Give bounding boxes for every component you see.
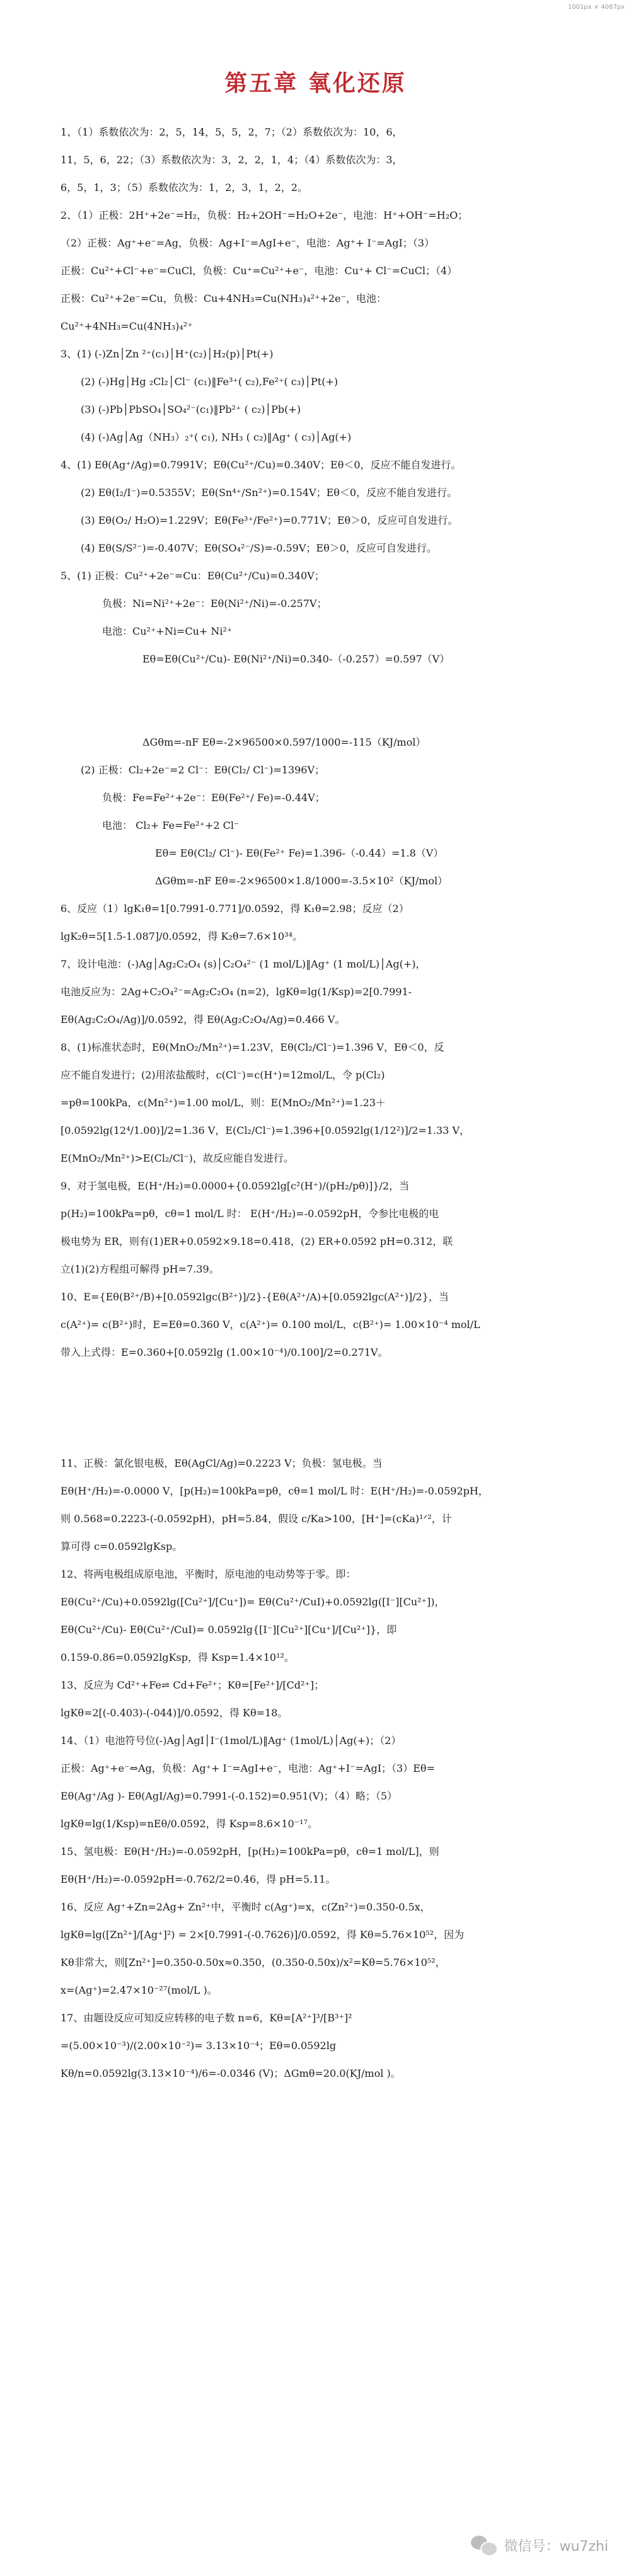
text-line: 3、(1) (-)Zn│Zn ²⁺(c₁)│H⁺(c₂)│H₂(p)│Pt(+)	[61, 348, 274, 360]
text-line: 12、将两电极组成原电池，平衡时，原电池的电动势等于零。即：	[61, 1568, 356, 1580]
text-line: Kθ非常大，则[Zn²⁺]=0.350-0.50x≈0.350，(0.350-0.50x)/x²=Kθ=5.76×10⁵²，	[61, 1956, 446, 1968]
text-line: lgKθ=lg(1/Ksp)=nEθ/0.0592，得 Ksp=8.6×10⁻¹⁷。	[61, 1818, 318, 1830]
text-line: 负极：Ni=Ni²⁺+2e⁻：Eθ(Ni²⁺/Ni)=-0.257V；	[102, 598, 327, 609]
text-line: 2、（1）正极：2H⁺+2e⁻=H₂，负极：H₂+2OH⁻=H₂O+2e⁻，电池：H⁺+OH⁻=H₂O；	[61, 209, 468, 221]
text-line: Eθ(Ag₂C₂O₄/Ag)]/0.0592，得 Eθ(Ag₂C₂O₄/Ag)=0.466 V。	[61, 1014, 345, 1025]
text-line: 14、（1）电池符号位(-)Ag│AgI│I⁻(1mol/L)‖Ag⁺ (1mol/L)│Ag(+)；（2）	[61, 1735, 402, 1747]
text-line: (2) (-)Hg│Hg ₂Cl₂│Cl⁻ (c₁)‖Fe³⁺( c₂),Fe²⁺( c₃)│Pt(+)	[81, 376, 339, 388]
chapter-title: 第五章 氧化还原	[224, 70, 407, 96]
text-line: 6、反应（1）lgK₁θ=1[0.7991-0.771]/0.0592，得 K₁θ=2.98；反应（2）	[61, 903, 409, 915]
blank-gap	[61, 1366, 577, 1450]
text-line: Eθ=Eθ(Cu²⁺/Cu)- Eθ(Ni²⁺/Ni)=0.340-（-0.257）=0.597（V）	[142, 653, 450, 665]
text-line: 1、（1）系数依次为：2，5，14，5，5，2，7；（2）系数依次为：10，6，	[61, 126, 403, 138]
text-line: 11、正极：氯化银电极，Eθ(AgCl/Ag)=0.2223 V；负极：氢电极。当	[61, 1457, 383, 1469]
text-line: 极电势为 ER，则有(1)ER+0.0592×9.18=0.418，(2) ER+0.0592 pH=0.312，联	[61, 1235, 453, 1247]
text-line: E(MnO₂/Mn²⁺)>E(Cl₂/Cl⁻)，故反应能自发进行。	[61, 1152, 294, 1164]
text-line: 11，5，6，22；（3）系数依次为：3，2，2，1，4；（4）系数依次为：3，	[61, 154, 403, 166]
text-line: p(H₂)=100kPa=pθ，cθ=1 mol/L 时： E(H⁺/H₂)=-0.0592pH，令参比电极的电	[61, 1208, 439, 1220]
document-body	[61, 118, 577, 2088]
text-line: (3) (-)Pb│PbSO₄│SO₄²⁻(c₁)‖Pb²⁺ ( c₂)│Pb(+)	[81, 403, 301, 415]
text-line: (2) Eθ(I₂/I⁻)=0.5355V；Eθ(Sn⁴⁺/Sn²⁺)=0.154V；Eθ＜0，反应不能自发进行。	[81, 487, 458, 499]
text-line: ΔGθm=-nF Eθ=-2×96500×1.8/1000=-3.5×10²（KJ/mol）	[155, 875, 448, 887]
text-line: 17、由题设反应可知反应转移的电子数 n=6，Kθ=[A²⁺]³/[B³⁺]²	[61, 2012, 352, 2024]
text-line: 算可得 c=0.0592lgKsp。	[61, 1540, 183, 1552]
page-size-label: 1001px × 4087px	[567, 4, 625, 11]
watermark-text: 微信号：wu7zhi	[504, 2538, 608, 2555]
text-line: 电池：Cu²⁺+Ni=Cu+ Ni²⁺	[102, 625, 233, 637]
text-line: 则 0.568=0.2223-(-0.0592pH)，pH=5.84，假设 c/Ka>100，[H⁺]=(cKa)¹ᐟ²，计	[61, 1513, 452, 1525]
text-line: 应不能自发进行；(2)用浓盐酸时，c(Cl⁻)=c(H⁺)=12mol/L，令 p(Cl₂)	[61, 1069, 385, 1081]
text-line: 负极：Fe=Fe²⁺+2e⁻：Eθ(Fe²⁺/ Fe)=-0.44V；	[102, 792, 325, 804]
text-line: 9、对于氢电极，E(H⁺/H₂)=0.0000+{0.0592lg[c²(H⁺)/(pH₂/pθ)]}/2，当	[61, 1180, 410, 1192]
text-line: 15、氢电极：Eθ(H⁺/H₂)=-0.0592pH，[p(H₂)=100kPa=pθ，cθ=1 mol/L]，则	[61, 1845, 439, 1857]
text-line: lgKθ=lg([Zn²⁺]/[Ag⁺]²) = 2×[0.7991-(-0.7626)]/0.0592，得 Kθ=5.76×10⁵²，因为	[61, 1929, 465, 1941]
text-line: x=(Ag⁺)=2.47×10⁻²⁷(mol/L )。	[61, 1984, 217, 1996]
text-line: Eθ(H⁺/H₂)=-0.0592pH=-0.762/2=0.46，得 pH=5.11。	[61, 1873, 336, 1885]
text-line: Kθ/n=0.0592lg(3.13×10⁻⁴)/6=-0.0346 (V)；ΔGmθ=20.0(KJ/mol )。	[61, 2067, 401, 2079]
text-line: (3) Eθ(O₂/ H₂O)=1.229V；Eθ(Fe³⁺/Fe²⁺)=0.771V；Eθ＞0，反应可自发进行。	[81, 514, 458, 526]
text-line: 10、E={Eθ(B²⁺/B)+[0.0592lgc(B²⁺)]/2}-{Eθ(A²⁺/A)+[0.0592lgc(A²⁺)]/2}，当	[61, 1291, 449, 1303]
text-line: (4) (-)Ag│Ag（NH₃）₂⁺( c₁), NH₃ ( c₂)‖Ag⁺ ( c₃)│Ag(+)	[81, 431, 352, 443]
text-line: 4、(1) Eθ(Ag⁺/Ag)=0.7991V；Eθ(Cu²⁺/Cu)=0.340V；Eθ＜0，反应不能自发进行。	[61, 459, 461, 471]
text-line: 电池： Cl₂+ Fe=Fe²⁺+2 Cl⁻	[102, 819, 240, 831]
text-line: ΔGθm=-nF Eθ=-2×96500×0.597/1000=-115（KJ/mol）	[142, 736, 426, 748]
text-line: Eθ(Cu²⁺/Cu)- Eθ(Cu²⁺/CuI)= 0.0592lg{[I⁻][Cu²⁺][Cu⁺]/[Cu²⁺]}，即	[61, 1624, 397, 1636]
blank-gap	[61, 673, 577, 729]
text-line: 正极：Ag⁺+e⁻⇔Ag，负极：Ag⁺+ I⁻=AgI+e⁻，电池：Ag⁺+I⁻=AgI；（3）Eθ=	[61, 1762, 435, 1774]
text-line: 正极：Cu²⁺+2e⁻=Cu，负极：Cu+4NH₃=Cu(NH₃)₄²⁺+2e⁻，电池：	[61, 292, 386, 304]
text-line: =(5.00×10⁻³)/(2.00×10⁻²)= 3.13×10⁻⁴；Eθ=0.0592lg	[61, 2040, 337, 2052]
text-line: c(A²⁺)= c(B²⁺)时，E=Eθ=0.360 V，c(A²⁺)= 0.100 mol/L，c(B²⁺)= 1.00×10⁻⁴ mol/L	[61, 1319, 480, 1331]
text-line: 8、(1)标准状态时，Eθ(MnO₂/Mn²⁺)=1.23V，Eθ(Cl₂/Cl⁻)=1.396 V，Eθ＜0，反	[61, 1041, 444, 1053]
text-line: lgKθ=2[(-0.403)-(-044)]/0.0592，得 Kθ=18。	[61, 1707, 288, 1719]
text-line: 7、设计电池：(-)Ag│Ag₂C₂O₄ (s)│C₂O₄²⁻ (1 mol/L)‖Ag⁺ (1 mol/L)│Ag(+)，	[61, 958, 426, 970]
text-line: 16、反应 Ag⁺+Zn=2Ag+ Zn²⁺中，平衡时 c(Ag⁺)=x，c(Zn²⁺)=0.350-0.5x，	[61, 1901, 431, 1913]
text-line: Eθ= Eθ(Cl₂/ Cl⁻)- Eθ(Fe²⁺ Fe)=1.396-（-0.44）=1.8（V）	[155, 847, 444, 859]
wechat-icon	[471, 2534, 497, 2556]
text-line: 带入上式得：E=0.360+[0.0592lg (1.00×10⁻⁴)/0.100]/2=0.271V。	[61, 1346, 388, 1358]
text-line: (4) Eθ(S/S²⁻)=-0.407V；Eθ(SO₄²⁻/S)=-0.59V；Eθ＞0，反应可自发进行。	[81, 542, 437, 554]
text-line: Eθ(H⁺/H₂)=-0.0000 V，[p(H₂)=100kPa=pθ，cθ=1 mol/L 时：E(H⁺/H₂)=-0.0592pH，	[61, 1485, 489, 1497]
text-line: 13、反应为 Cd²⁺+Fe⇌ Cd+Fe²⁺；Kθ=[Fe²⁺]/[Cd²⁺]；	[61, 1679, 325, 1691]
text-line: (2) 正极：Cl₂+2e⁻=2 Cl⁻：Eθ(Cl₂/ Cl⁻)=1396V；	[81, 764, 325, 776]
text-line: 正极：Cu²⁺+Cl⁻+e⁻=CuCl，负极：Cu⁺=Cu²⁺+e⁻，电池：Cu⁺+ Cl⁻=CuCl；（4）	[61, 265, 458, 277]
text-line: Eθ(Ag⁺/Ag )- Eθ(AgI/Ag)=0.7991-(-0.152)=0.951(V)；（4）略；（5）	[61, 1790, 398, 1802]
text-line: [0.0592lg(12⁴/1.00)]/2=1.36 V，E(Cl₂/Cl⁻)=1.396+[0.0592lg(1/12²)]/2=1.33 V，	[61, 1124, 470, 1136]
text-line: Cu²⁺+4NH₃=Cu(4NH₃)₄²⁺	[61, 320, 193, 332]
text-line: 电池反应为：2Ag+C₂O₄²⁻=Ag₂C₂O₄ (n=2)，lgKθ=lg(1/Ksp)=2[0.7991-	[61, 986, 412, 998]
wechat-watermark	[471, 2534, 608, 2556]
text-line: Eθ(Cu²⁺/Cu)+0.0592lg([Cu²⁺]/[Cu⁺])= Eθ(Cu²⁺/CuI)+0.0592lg([I⁻][Cu²⁺])，	[61, 1596, 445, 1608]
text-line: 5、(1) 正极：Cu²⁺+2e⁻=Cu：Eθ(Cu²⁺/Cu)=0.340V；	[61, 570, 325, 582]
text-line: 立(1)(2)方程组可解得 pH=7.39。	[61, 1263, 219, 1275]
text-line: （2）正极：Ag⁺+e⁻=Ag，负极：Ag+I⁻=AgI+e⁻，电池：Ag⁺+ I⁻=AgI；（3）	[61, 237, 434, 249]
text-line: =pθ=100kPa，c(Mn²⁺)=1.00 mol/L，则：E(MnO₂/Mn²⁺)=1.23＋	[61, 1097, 386, 1109]
text-line: lgK₂θ=5[1.5-1.087]/0.0592，得 K₂θ=7.6×10³⁴。	[61, 930, 303, 942]
text-line: 0.159-0.86=0.0592lgKsp，得 Ksp=1.4×10¹²。	[61, 1651, 294, 1663]
text-line: 6，5，1，3；（5）系数依次为：1，2，3，1，2，2。	[61, 182, 308, 193]
